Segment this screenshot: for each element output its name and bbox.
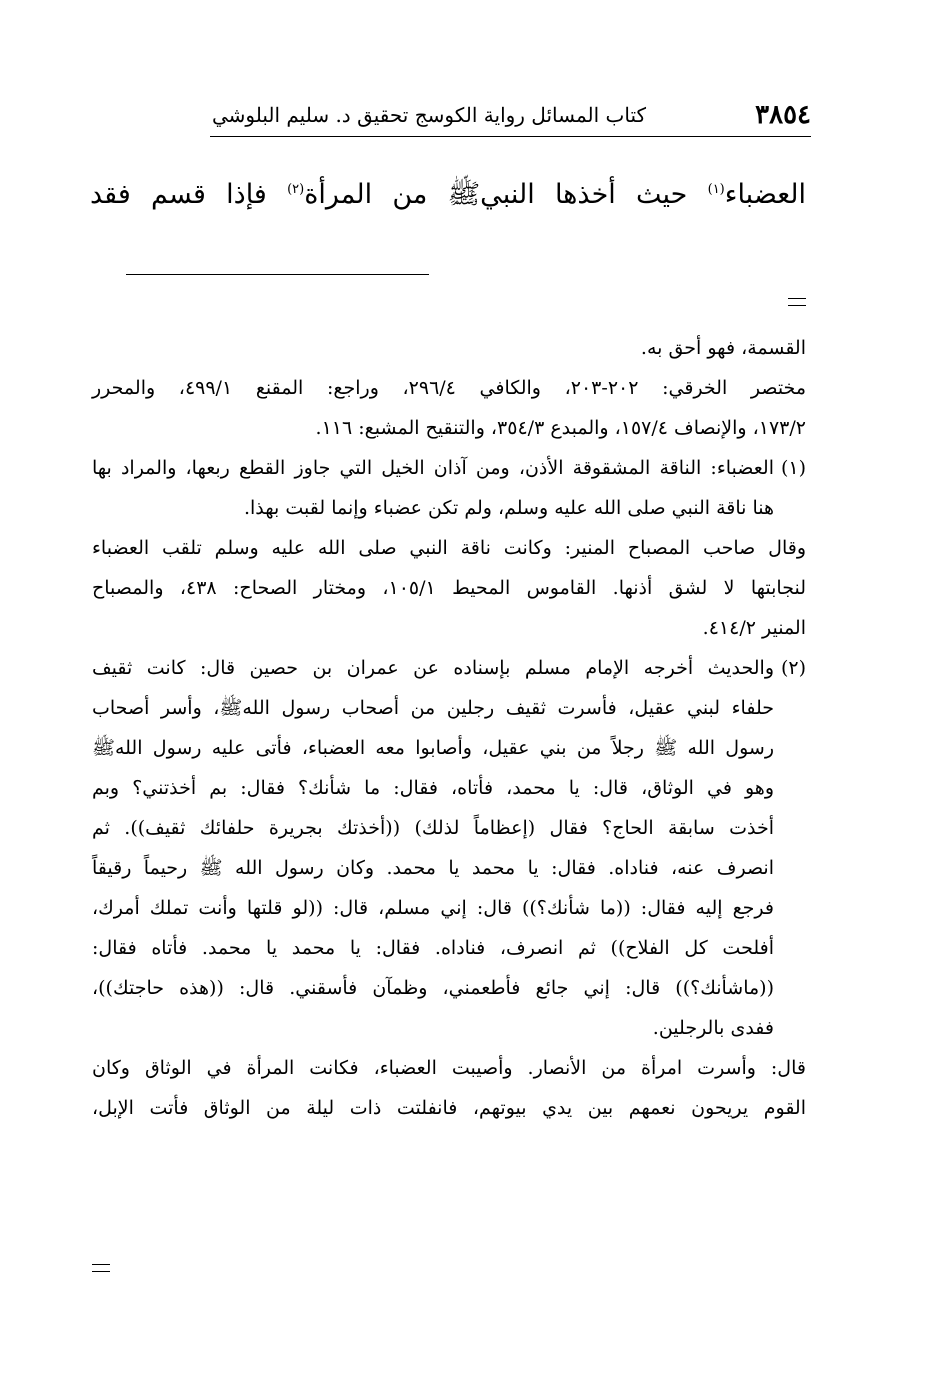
footnote-1	[92, 448, 806, 528]
footnote-line: العضباء: الناقة المشقوقة الأذن، ومن آذان الخيل التي جاوز القطع ربعها، والمراد بها	[92, 457, 774, 479]
footnote-line: أفلحت كل الفلاح)) ثم انصرف، فناداه. فقال: يا محمد يا محمد. فأتاه فقال:	[92, 937, 774, 959]
continuation-mark	[92, 1264, 110, 1272]
footnote-2	[92, 648, 806, 1048]
footnote-line: والحديث أخرجه الإمام مسلم بإسناده عن عمران بن حصين قال: كانت ثقيف	[92, 657, 774, 679]
footnote-line: رسول الله ﷺ رجلاً من بني عقيل، وأصابوا معه العضباء، فأتى عليه رسول اللهﷺ	[92, 737, 774, 759]
page-header	[210, 98, 811, 132]
footnote-line: المنير ٤١٤/٢.	[702, 617, 806, 639]
running-title: كتاب المسائل رواية الكوسج تحقيق د. سليم البلوشي	[211, 103, 646, 127]
footnote-line: القوم يريحون نعمهم بين يدي بيوتهم، فانفلتت ذات ليلة من الوثاق فأتت الإبل،	[92, 1097, 806, 1119]
footnote-ref-1: (١)	[707, 182, 725, 197]
footnote-line: لنجابتها لا لشق أذنها. القاموس المحيط ١٠٥/١، ومختار الصحاح: ٤٣٨، والمصباح	[92, 577, 806, 599]
footnote-line: ((ماشأنك؟)) قال: إني جائع فأطعمني، وظمآن فأسقني. قال: ((هذه حاجتك))،	[92, 977, 774, 999]
main-text	[90, 172, 806, 218]
footnote-line: أخذت سابقة الحاج؟ فقال (إعظاماً لذلك) ((أخذتك بجريرة حلفائك ثقيف)). ثم	[92, 817, 774, 839]
footnote-line: ففدى بالرجلين.	[652, 1017, 774, 1039]
main-text-part: فإذا قسم فقد	[90, 179, 288, 210]
footnote-line: هنا ناقة النبي صلى الله عليه وسلم، ولم تكن عضباء وإنما لقبت بهذا.	[243, 497, 774, 519]
footnote-continuation-line: مختصر الخرقي: ٢٠٢-٢٠٣، والكافي ٢٩٦/٤، وراجع: المقنع ٤٩٩/١، والمحرر	[92, 377, 807, 399]
footnote-continuation-line: القسمة، فهو أحق به.	[640, 337, 806, 359]
footnote-line: وهو في الوثاق، قال: يا محمد، فأتاه، فقال: ما شأنك؟ فقال: بم أخذتني؟ وبم	[92, 777, 774, 799]
footnote-separator	[126, 274, 429, 275]
footnote-line: قال: وأسرت امرأة من الأنصار. وأصيبت العضباء، فكانت المرأة في الوثاق وكان	[92, 1057, 806, 1079]
footnote-line: وقال صاحب المصباح المنير: وكانت ناقة النبي صلى الله عليه وسلم تلقب العضباء	[92, 537, 806, 559]
footnote-1-label: (١)	[780, 457, 806, 479]
footnote-ref-2: (٢)	[287, 182, 305, 197]
page-number: ٣٨٥٤	[755, 100, 811, 130]
footnote-continuation-line: ١٧٣/٢، والإنصاف ١٥٧/٤، والمبدع ٣٥٤/٣، والتنقيح المشبع: ١١٦.	[315, 417, 806, 439]
footnote-2-label: (٢)	[780, 657, 806, 679]
footnote-line: حلفاء لبني عقيل، فأسرت ثقيف رجلين من أصحاب رسول اللهﷺ، وأسر أصحاب	[92, 697, 774, 719]
footnotes	[92, 328, 806, 1128]
footnote-line: فرجع إليه فقال: ((ما شأنك؟)) قال: إني مسلم، قال: ((لو قلتها وأنت تملك أمرك،	[92, 897, 774, 919]
header-rule	[210, 136, 811, 137]
main-text-part: حيث أخذها النبيﷺ من المرأة	[304, 179, 708, 210]
continuation-mark	[788, 298, 806, 306]
main-text-part: العضباء	[724, 179, 806, 210]
footnote-line: انصرف عنه، فناداه. فقال: يا محمد يا محمد. وكان رسول الله ﷺ رحيماً رقيقاً	[92, 857, 774, 879]
